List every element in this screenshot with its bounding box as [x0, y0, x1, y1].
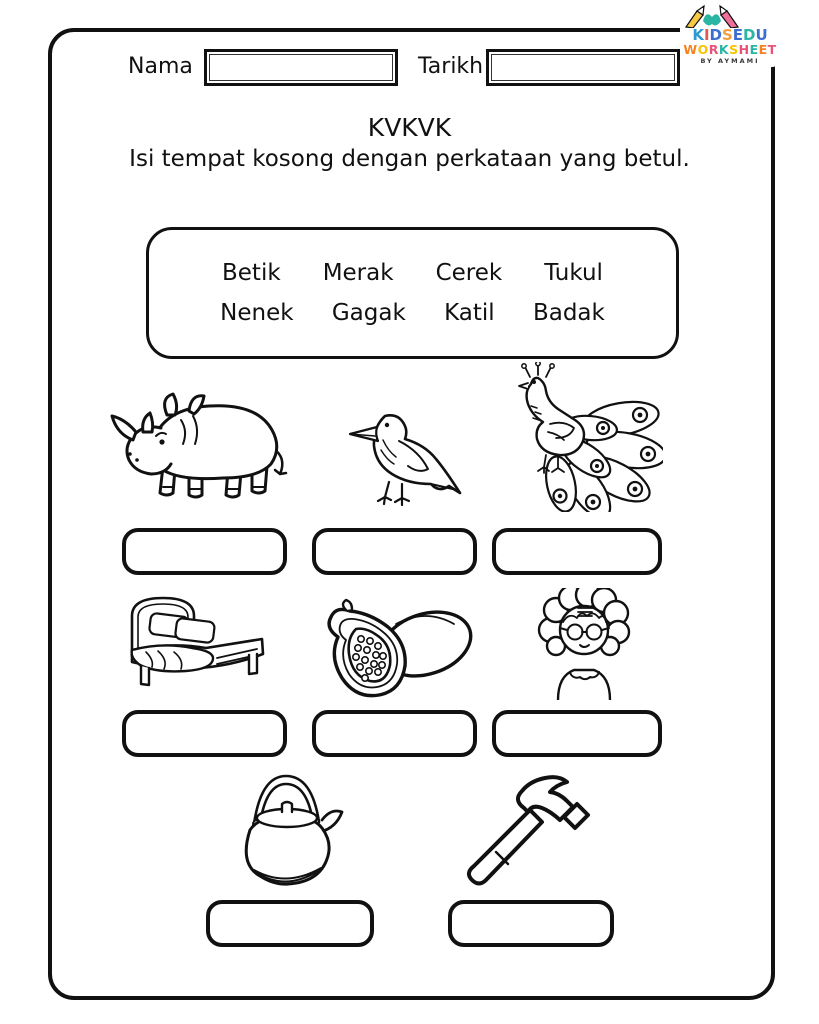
date-field[interactable]	[486, 49, 680, 86]
word-nenek: Nenek	[220, 300, 294, 326]
answer-box-bed[interactable]	[122, 710, 287, 757]
word-tukul: Tukul	[544, 260, 603, 286]
date-field-value[interactable]	[491, 54, 675, 81]
crossed-pencils-icon	[680, 4, 744, 28]
name-label: Nama	[128, 54, 193, 79]
worksheet-instruction: Isi tempat kosong dengan perkataan yang betul.	[129, 146, 690, 172]
page-border	[48, 28, 775, 1000]
word-bank-row	[149, 300, 676, 326]
kettle-image	[226, 772, 346, 889]
word-bank	[146, 227, 679, 359]
date-label: Tarikh	[418, 54, 484, 79]
logo-subtitle: WORKSHEET	[683, 42, 777, 57]
grandmother-image	[536, 588, 631, 700]
answer-box-peacock[interactable]	[492, 528, 662, 575]
answer-box-kettle[interactable]	[206, 900, 374, 947]
name-field-value[interactable]	[209, 54, 393, 81]
answer-box-hammer[interactable]	[448, 900, 614, 947]
rhinoceros-image	[105, 390, 295, 508]
word-betik: Betik	[222, 260, 281, 286]
answer-box-papaya[interactable]	[312, 710, 477, 757]
crow-image	[345, 406, 465, 508]
word-badak: Badak	[532, 300, 605, 326]
word-gagak: Gagak	[331, 300, 406, 326]
word-merak: Merak	[322, 260, 394, 286]
kidsedu-logo	[680, 3, 780, 67]
word-katil: Katil	[444, 300, 495, 326]
answer-box-rhinoceros[interactable]	[122, 528, 287, 575]
answer-box-grandmother[interactable]	[492, 710, 662, 757]
papaya-image	[316, 594, 478, 709]
logo-title: KIDSEDU	[692, 26, 768, 44]
peacock-image	[488, 362, 663, 512]
bed-image	[116, 592, 274, 704]
word-bank-row	[149, 260, 676, 286]
hammer-image	[460, 770, 595, 892]
logo-byline: BY AYMAMI	[700, 57, 760, 65]
worksheet-title: KVKVK	[367, 113, 452, 142]
answer-box-crow[interactable]	[312, 528, 477, 575]
name-field[interactable]	[204, 49, 398, 86]
word-cerek: Cerek	[435, 260, 503, 286]
